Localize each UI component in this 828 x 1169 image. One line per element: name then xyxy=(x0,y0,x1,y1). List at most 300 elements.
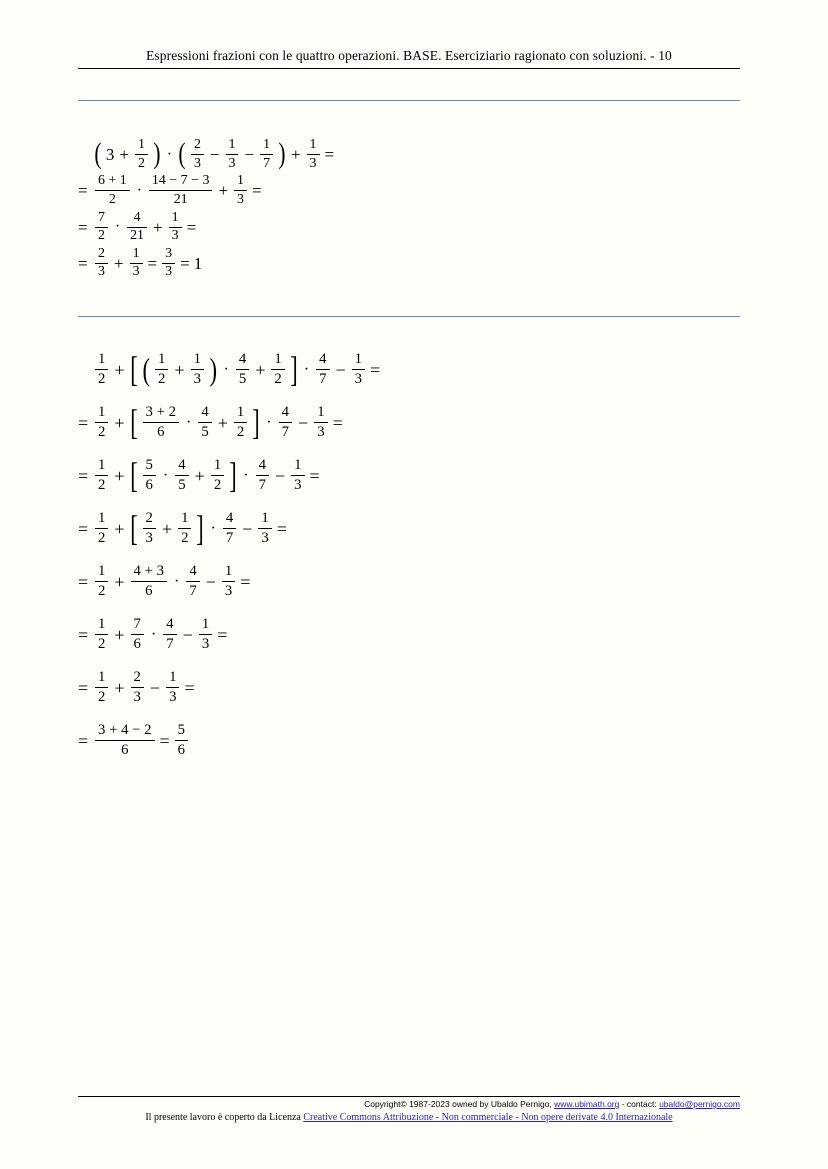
fraction-numerator: 1 xyxy=(98,510,106,526)
fraction-denominator: 2 xyxy=(98,529,106,546)
line-equals-lead: = xyxy=(78,518,89,539)
fraction-bar xyxy=(198,422,211,423)
fraction-bar xyxy=(95,581,108,582)
fraction-bar xyxy=(143,475,156,476)
fraction-numerator: 1 xyxy=(274,351,282,367)
fraction-numerator: 4 xyxy=(166,616,174,632)
fraction-numerator: 5 xyxy=(145,457,153,473)
fraction-numerator: 2 xyxy=(98,245,105,261)
operator: − xyxy=(149,677,161,698)
fraction-bar xyxy=(143,528,156,529)
fraction-numerator: 2 xyxy=(193,137,201,152)
fraction-bar xyxy=(95,687,108,688)
math-line xyxy=(78,174,336,207)
fraction xyxy=(314,405,327,440)
footer-email-link[interactable]: ubaldo@pernigo.com xyxy=(659,1099,740,1109)
fraction-bar xyxy=(279,422,292,423)
math-token: = xyxy=(180,253,190,273)
fraction-bar xyxy=(95,475,108,476)
fraction-denominator: 6 xyxy=(157,423,165,440)
line-equals-lead: = xyxy=(78,253,88,273)
fraction-denominator: 3 xyxy=(193,370,201,387)
fraction-bar xyxy=(135,154,148,155)
fraction-numerator: 1 xyxy=(201,616,210,632)
page-footer xyxy=(78,1098,740,1126)
fraction-denominator: 3 xyxy=(145,529,153,546)
operator: + xyxy=(113,253,124,273)
fraction xyxy=(166,670,179,705)
fraction-bar xyxy=(258,528,271,529)
line-equals-lead: = xyxy=(78,465,89,486)
fraction xyxy=(131,564,167,599)
operator: + xyxy=(153,217,163,237)
line-equals-lead: = xyxy=(78,181,88,201)
footer-copyright-text: Copyright© 1987-2023 owned by Ubaldo Pernigo, xyxy=(364,1099,555,1109)
fraction xyxy=(316,352,329,387)
fraction-denominator: 2 xyxy=(213,476,222,493)
math-token: = xyxy=(324,145,335,165)
fraction xyxy=(131,617,144,652)
fraction-numerator: 1 xyxy=(132,245,140,261)
math-line xyxy=(78,211,336,244)
fraction xyxy=(186,564,199,599)
operator: + xyxy=(114,624,125,645)
fraction-denominator: 7 xyxy=(263,155,271,171)
footer-license-line xyxy=(78,1111,740,1126)
fraction xyxy=(95,723,155,758)
fraction-bar xyxy=(236,369,249,370)
fraction-numerator: 1 xyxy=(98,563,106,579)
fraction-numerator: 4 xyxy=(201,404,209,420)
multiplication-dot: · xyxy=(185,413,192,432)
fraction xyxy=(258,511,271,546)
fraction-numerator: 1 xyxy=(181,510,189,526)
fraction-denominator: 3 xyxy=(165,264,173,280)
fraction xyxy=(191,138,204,171)
fraction-numerator: 4 xyxy=(281,404,290,420)
math-line xyxy=(78,348,382,389)
fraction-numerator: 1 xyxy=(261,510,269,526)
footer-site-link[interactable]: www.ubimath.org xyxy=(554,1099,620,1109)
square-bracket: [ xyxy=(129,401,138,442)
multiplication-dot: · xyxy=(136,182,142,200)
fraction-denominator: 7 xyxy=(319,370,327,387)
math-token: = xyxy=(240,571,251,592)
fraction-denominator: 2 xyxy=(98,370,106,387)
math-token: = xyxy=(332,412,343,433)
footer-rule xyxy=(78,1096,740,1097)
fraction-numerator: 4 xyxy=(258,457,266,473)
fraction-bar xyxy=(307,154,320,155)
fraction-bar xyxy=(222,581,235,582)
math-token: = xyxy=(184,677,195,698)
fraction-bar xyxy=(191,154,204,155)
fraction-denominator: 6 xyxy=(145,582,153,599)
fraction-numerator: 3 + 4 − 2 xyxy=(98,722,152,738)
fraction-bar xyxy=(316,369,329,370)
fraction xyxy=(198,405,211,440)
fraction-denominator: 6 xyxy=(145,476,153,493)
operator: + xyxy=(217,412,228,433)
math-line xyxy=(78,617,382,652)
operator: − xyxy=(242,518,253,539)
fraction xyxy=(352,352,365,387)
operator: + xyxy=(119,145,130,165)
footer-license-link[interactable]: Creative Commons Attribuzione - Non commerciale - Non opere derivate 4.0 Internazionale xyxy=(303,1112,673,1124)
multiplication-dot: · xyxy=(162,466,169,485)
section-separator-top xyxy=(78,100,740,101)
fraction-numerator: 1 xyxy=(98,669,106,685)
fraction-denominator: 3 xyxy=(309,155,317,171)
line-equals-lead: = xyxy=(78,624,89,645)
fraction-bar xyxy=(191,369,204,370)
line-equals-lead: = xyxy=(78,412,89,433)
operator: − xyxy=(182,624,193,645)
operator: − xyxy=(298,412,309,433)
fraction-numerator: 1 xyxy=(354,351,363,367)
math-line xyxy=(78,138,336,171)
round-bracket: ( xyxy=(142,351,150,387)
math-line xyxy=(78,401,382,442)
fraction-numerator: 1 xyxy=(263,137,271,152)
math-token: = xyxy=(159,730,170,751)
fraction-bar xyxy=(175,740,188,741)
fraction xyxy=(135,138,148,171)
fraction-denominator: 3 xyxy=(201,635,210,652)
fraction xyxy=(271,352,284,387)
fraction xyxy=(178,511,191,546)
fraction-bar xyxy=(166,687,179,688)
fraction xyxy=(95,352,108,387)
fraction-bar xyxy=(223,528,236,529)
footer-license-text: Il presente lavoro è coperto da Licenza xyxy=(145,1112,304,1124)
fraction-numerator: 1 xyxy=(171,209,179,225)
operator: + xyxy=(174,359,185,380)
fraction-denominator: 2 xyxy=(138,155,145,171)
operator: + xyxy=(290,145,301,165)
fraction-numerator: 1 xyxy=(237,173,244,189)
fraction-bar xyxy=(291,475,304,476)
fraction xyxy=(211,458,224,493)
math-token: 3 xyxy=(105,145,115,165)
operator: + xyxy=(114,677,125,698)
square-bracket: ] xyxy=(196,507,205,548)
fraction-numerator: 1 xyxy=(169,669,177,685)
fraction xyxy=(130,247,143,280)
fraction-numerator: 3 xyxy=(165,245,173,261)
multiplication-dot: · xyxy=(303,360,310,379)
fraction-numerator: 1 xyxy=(158,351,166,367)
fraction-denominator: 7 xyxy=(225,529,234,546)
page-header-title: Espressioni frazioni con le quattro operazioni. BASE. Eserciziario ragionato con soluzioni. - 10 xyxy=(146,48,672,63)
fraction-numerator: 7 xyxy=(133,616,141,632)
footer-copyright-line xyxy=(78,1098,740,1110)
fraction xyxy=(226,138,239,171)
fraction xyxy=(95,458,108,493)
fraction-numerator: 1 xyxy=(236,404,245,420)
fraction xyxy=(234,174,247,207)
operator: + xyxy=(114,571,125,592)
math-line xyxy=(78,723,382,758)
fraction-denominator: 2 xyxy=(181,529,189,546)
fraction xyxy=(234,405,247,440)
fraction-bar xyxy=(271,369,284,370)
fraction-bar xyxy=(95,740,155,741)
fraction-numerator: 1 xyxy=(98,616,106,632)
fraction-bar xyxy=(131,687,144,688)
fraction xyxy=(95,670,108,705)
fraction-bar xyxy=(211,475,224,476)
fraction xyxy=(256,458,269,493)
fraction xyxy=(95,247,108,280)
fraction-denominator: 3 xyxy=(228,155,236,171)
fraction-bar xyxy=(256,475,269,476)
fraction-denominator: 2 xyxy=(98,582,106,599)
exercise-2-solution xyxy=(78,348,382,776)
math-token: = xyxy=(186,217,197,237)
fraction-bar xyxy=(352,369,365,370)
fraction-bar xyxy=(260,154,273,155)
fraction-denominator: 5 xyxy=(238,370,247,387)
math-token: = xyxy=(147,253,158,273)
fraction-denominator: 3 xyxy=(294,476,302,493)
fraction-denominator: 2 xyxy=(98,688,106,705)
fraction xyxy=(175,458,188,493)
fraction-denominator: 3 xyxy=(317,423,325,440)
fraction-denominator: 2 xyxy=(108,191,116,207)
fraction xyxy=(199,617,212,652)
fraction-numerator: 1 xyxy=(193,351,201,367)
fraction-denominator: 7 xyxy=(166,635,174,652)
math-token: 1 xyxy=(193,253,203,273)
square-bracket: ] xyxy=(229,454,237,495)
fraction-bar xyxy=(95,369,108,370)
fraction-numerator: 3 + 2 xyxy=(145,404,176,420)
operator: − xyxy=(274,465,286,486)
fraction xyxy=(162,247,175,280)
footer-contact-text: - contact: xyxy=(619,1099,660,1109)
fraction-numerator: 2 xyxy=(133,669,141,685)
math-token: = xyxy=(276,518,287,539)
fraction-numerator: 1 xyxy=(317,404,325,420)
fraction-numerator: 1 xyxy=(294,457,302,473)
multiplication-dot: · xyxy=(223,360,229,379)
fraction xyxy=(95,211,108,244)
fraction-denominator: 2 xyxy=(274,370,282,387)
fraction-numerator: 5 xyxy=(177,722,186,738)
line-equals-lead: = xyxy=(78,677,89,698)
fraction-denominator: 3 xyxy=(224,582,233,599)
operator: − xyxy=(244,145,255,165)
operator: − xyxy=(209,145,220,165)
fraction-numerator: 4 xyxy=(189,563,197,579)
fraction-numerator: 4 + 3 xyxy=(133,563,164,579)
fraction xyxy=(175,723,188,758)
fraction-numerator: 4 xyxy=(133,209,141,225)
multiplication-dot: · xyxy=(166,145,173,163)
operator: + xyxy=(255,359,266,380)
round-bracket: ) xyxy=(278,137,286,171)
line-equals-lead: = xyxy=(78,730,89,751)
fraction-bar xyxy=(234,422,247,423)
fraction-numerator: 4 xyxy=(238,351,247,367)
multiplication-dot: · xyxy=(173,572,180,591)
math-line xyxy=(78,564,382,599)
fraction-denominator: 3 xyxy=(354,370,363,387)
exercise-1-solution xyxy=(78,138,336,283)
fraction xyxy=(95,617,108,652)
math-line xyxy=(78,507,382,548)
square-bracket: [ xyxy=(129,348,138,389)
fraction-numerator: 4 xyxy=(178,457,186,473)
fraction xyxy=(236,352,249,387)
operator: − xyxy=(205,571,216,592)
fraction-numerator: 1 xyxy=(213,457,222,473)
fraction-denominator: 7 xyxy=(258,476,266,493)
fraction-denominator: 7 xyxy=(281,423,290,440)
fraction-denominator: 3 xyxy=(132,264,140,280)
math-line xyxy=(78,454,382,495)
fraction-numerator: 1 xyxy=(98,404,106,420)
math-line xyxy=(78,670,382,705)
operator: + xyxy=(161,518,173,539)
fraction-bar xyxy=(226,154,239,155)
fraction-denominator: 3 xyxy=(171,228,179,244)
fraction xyxy=(95,511,108,546)
fraction xyxy=(149,174,213,207)
fraction-bar xyxy=(186,581,199,582)
fraction-bar xyxy=(95,422,108,423)
fraction-denominator: 6 xyxy=(121,741,129,758)
fraction xyxy=(260,138,273,171)
fraction-numerator: 1 xyxy=(98,351,106,367)
operator: + xyxy=(114,518,125,539)
round-bracket: ( xyxy=(94,137,102,171)
fraction-bar xyxy=(178,528,191,529)
fraction xyxy=(143,458,156,493)
fraction-denominator: 2 xyxy=(236,423,245,440)
fraction xyxy=(143,405,179,440)
line-equals-lead: = xyxy=(78,571,89,592)
fraction xyxy=(131,670,144,705)
fraction-numerator: 6 + 1 xyxy=(98,173,127,189)
fraction-numerator: 4 xyxy=(225,510,234,526)
fraction xyxy=(163,617,176,652)
fraction-bar xyxy=(314,422,327,423)
square-bracket: [ xyxy=(129,507,138,548)
fraction xyxy=(307,138,320,171)
operator: − xyxy=(335,359,346,380)
multiplication-dot: · xyxy=(114,218,121,236)
fraction-denominator: 6 xyxy=(133,635,141,652)
fraction-denominator: 2 xyxy=(98,228,105,244)
square-bracket: ] xyxy=(252,401,261,442)
fraction-denominator: 3 xyxy=(169,688,177,705)
fraction-denominator: 7 xyxy=(189,582,197,599)
round-bracket: ) xyxy=(153,137,161,171)
math-token: = xyxy=(252,181,262,201)
fraction xyxy=(222,564,235,599)
fraction-denominator: 21 xyxy=(173,191,188,207)
operator: + xyxy=(114,465,125,486)
fraction-numerator: 1 xyxy=(224,563,233,579)
fraction-bar xyxy=(131,581,167,582)
operator: + xyxy=(218,181,229,201)
square-bracket: [ xyxy=(129,454,138,495)
fraction-bar xyxy=(95,528,108,529)
round-bracket: ( xyxy=(178,137,186,171)
fraction-denominator: 3 xyxy=(261,529,269,546)
fraction-denominator: 5 xyxy=(178,476,186,493)
fraction-numerator: 1 xyxy=(138,137,145,152)
fraction xyxy=(279,405,292,440)
fraction xyxy=(95,564,108,599)
fraction-numerator: 1 xyxy=(228,137,236,152)
square-bracket: ] xyxy=(290,348,298,389)
fraction-numerator: 7 xyxy=(98,209,105,225)
fraction-denominator: 3 xyxy=(98,264,105,280)
math-token: = xyxy=(217,624,228,645)
fraction-denominator: 3 xyxy=(133,688,141,705)
round-bracket: ) xyxy=(209,351,217,387)
operator: + xyxy=(114,412,125,433)
fraction-bar xyxy=(143,422,179,423)
fraction-bar xyxy=(155,369,168,370)
fraction-bar xyxy=(175,475,188,476)
fraction-denominator: 6 xyxy=(177,741,186,758)
operator: + xyxy=(114,359,125,380)
fraction xyxy=(143,511,156,546)
fraction xyxy=(127,211,147,244)
multiplication-dot: · xyxy=(266,413,272,432)
fraction xyxy=(169,211,182,244)
fraction-denominator: 2 xyxy=(158,370,166,387)
section-separator-middle xyxy=(78,316,740,317)
fraction-numerator: 2 xyxy=(145,510,153,526)
multiplication-dot: · xyxy=(150,625,157,644)
fraction-denominator: 2 xyxy=(98,476,106,493)
math-token: = xyxy=(370,359,381,380)
fraction xyxy=(95,174,130,207)
fraction xyxy=(191,352,204,387)
multiplication-dot: · xyxy=(243,466,249,485)
multiplication-dot: · xyxy=(210,519,216,538)
fraction-denominator: 5 xyxy=(201,423,209,440)
fraction-bar xyxy=(131,634,144,635)
operator: + xyxy=(194,465,205,486)
fraction-numerator: 1 xyxy=(309,137,317,152)
fraction xyxy=(155,352,168,387)
fraction-denominator: 2 xyxy=(98,423,106,440)
math-token: = xyxy=(309,465,320,486)
fraction xyxy=(291,458,304,493)
fraction-bar xyxy=(199,634,212,635)
math-line xyxy=(78,247,336,280)
fraction-bar xyxy=(163,634,176,635)
fraction-numerator: 4 xyxy=(319,351,327,367)
fraction-denominator: 3 xyxy=(193,155,201,171)
fraction-numerator: 14 − 7 − 3 xyxy=(151,173,210,189)
fraction-denominator: 21 xyxy=(130,228,145,244)
fraction-denominator: 3 xyxy=(237,191,244,207)
line-equals-lead: = xyxy=(78,217,88,237)
fraction xyxy=(223,511,236,546)
fraction-bar xyxy=(95,634,108,635)
header-rule xyxy=(78,68,740,69)
fraction-denominator: 2 xyxy=(98,635,106,652)
fraction xyxy=(95,405,108,440)
fraction-numerator: 1 xyxy=(98,457,106,473)
